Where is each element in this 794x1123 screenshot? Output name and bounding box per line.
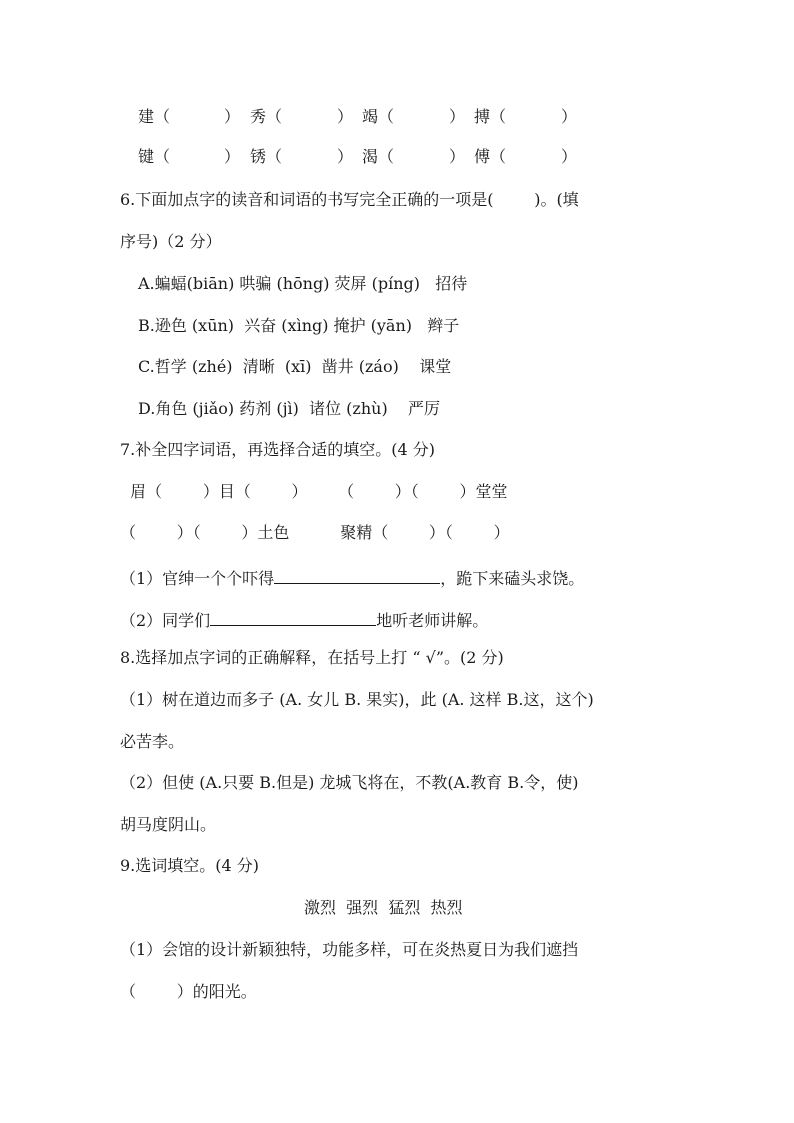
q7-stem: 7.补全四字词语，再选择合适的填空。(4 分) — [120, 440, 436, 459]
q8-s2-line2: 胡马度阴山。 — [120, 815, 217, 834]
q7-s1-after: ，跪下来磕头求饶。 — [440, 569, 585, 588]
q9-word-bank: 激烈 强烈 猛烈 热烈 — [304, 898, 463, 917]
q5-paren-close: ） — [561, 107, 578, 126]
q6-stem-line1: 6.下面加点字的读音和词语的书写完全正确的一项是( )。(填 — [120, 190, 579, 209]
q8-s1-line2: 必苦李。 — [120, 732, 185, 751]
q8-s1-line1: （1）树在道边而多子 (A. 女儿 B. 果实)，此 (A. 这样 B.这，这个) — [120, 690, 594, 709]
q5-char-jian: 建（ — [138, 107, 171, 126]
q8-s2-line1: （2）但使 (A.只要 B.但是) 龙城飞将在，不教(A.教育 B.令，使) — [120, 773, 579, 792]
q7-idiom-row-1: 眉（ ）目（ ） （ ）（ ）堂堂 — [120, 482, 508, 501]
q5-paren-close: ） — [449, 147, 466, 166]
q7-s1-answer-blank[interactable] — [274, 567, 440, 584]
q5-paren-close: ） — [337, 147, 354, 166]
q5-char-bo: 搏（ — [474, 107, 507, 126]
q5-char-xiu2: 锈（ — [250, 147, 283, 166]
q6-option-c: C.哲学 (zhé) 清晰 (xī) 凿井 (záo) 课堂 — [138, 357, 452, 376]
q5-char-jian2: 键（ — [138, 147, 171, 166]
q7-sentence-2 — [120, 609, 488, 629]
q5-paren-close: ） — [449, 107, 466, 126]
q7-s2-before: （2）同学们 — [120, 611, 211, 630]
q6-option-d: D.角色 (jiǎo) 药剂 (jì) 诸位 (zhù) 严厉 — [138, 399, 441, 418]
q7-s2-after: 地听老师讲解。 — [376, 611, 489, 630]
q9-s1-line2: （ ）的阳光。 — [120, 982, 257, 1001]
q6-option-b: B.逊色 (xūn) 兴奋 (xìng) 掩护 (yān) 辫子 — [138, 316, 460, 335]
q5-char-xiu: 秀（ — [250, 107, 283, 126]
q7-sentence-1 — [120, 567, 584, 587]
q5-paren-close: ） — [337, 107, 354, 126]
q8-stem: 8.选择加点字词的正确解释，在括号上打 “ √”。(2 分) — [120, 648, 504, 667]
q5-char-ke: 渴（ — [362, 147, 395, 166]
q7-s1-before: （1）官绅一个个吓得 — [120, 569, 275, 588]
q6-option-a: A.蝙蝠(biān) 哄骗 (hōng) 荧屏 (píng) 招待 — [138, 274, 468, 293]
q7-idiom-row-2: （ ）（ ）土色 聚精（ ）（ ） — [120, 523, 510, 542]
q5-paren-close: ） — [224, 107, 241, 126]
q6-stem-line2: 序号)（2 分） — [120, 232, 222, 251]
q9-s1-line1: （1）会馆的设计新颖独特，功能多样，可在炎热夏日为我们遮挡 — [120, 940, 579, 959]
q5-paren-close: ） — [561, 147, 578, 166]
q5-char-jie: 竭（ — [362, 107, 395, 126]
q9-stem: 9.选词填空。(4 分) — [120, 856, 260, 875]
q5-paren-close: ） — [224, 147, 241, 166]
q5-char-fu: 傅（ — [474, 147, 507, 166]
q7-s2-answer-blank[interactable] — [210, 609, 376, 626]
